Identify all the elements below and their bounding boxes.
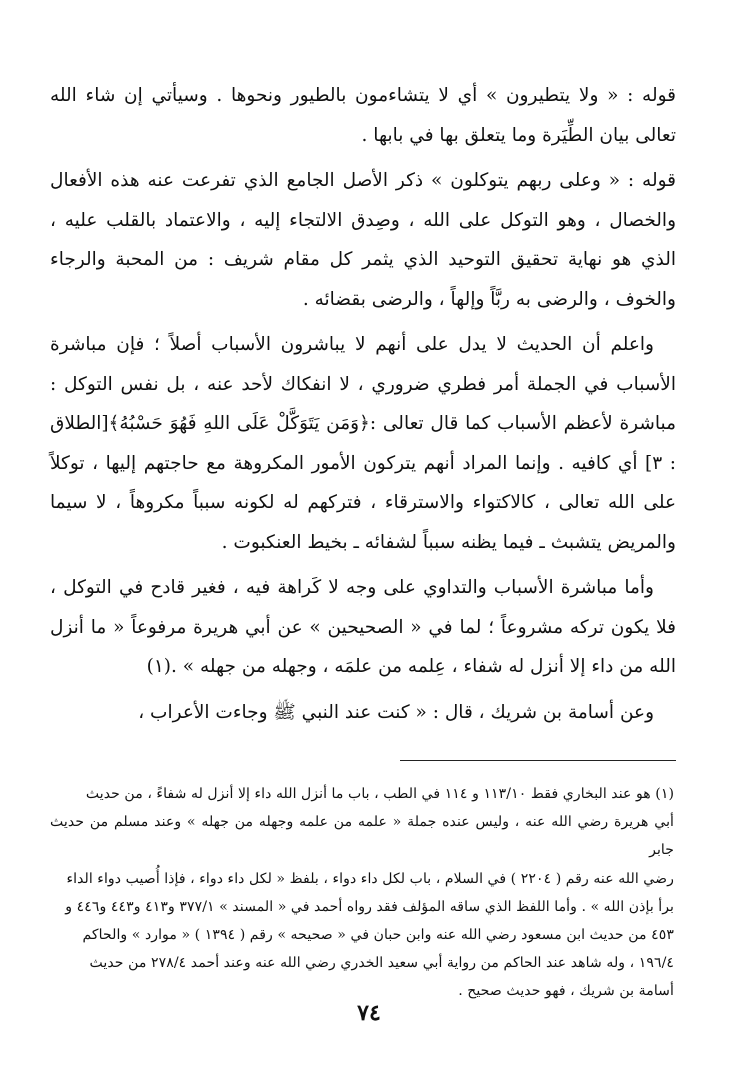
paragraph-asbab: واعلم أن الحديث لا يدل على أنهم لا يباشرون الأسباب أصلاً ؛ فإن مباشرة الأسباب في الجملة أمر فطري ضروري ، لا انفكاك لأحد عنه ، بل نفس التوكل : مباشرة لأعظم الأسباب كما قال تعالى :﴿وَمَن يَتَوَكَّلْ عَلَى اللهِ فَهُوَ حَسْبُهُ﴾[الطلاق : ٣] أي كافيه . وإنما المراد أنهم يتركون الأمور المكروهة مع حاجتهم إليها ، توكلاً على الله تعالى ، كالاكتواء والاسترقاء ، فتركهم له لكونه سبباً مكروهاً ، لا سيما والمريض يتشبث ـ فيما يظنه سبباً لشفائه ـ بخيط العنكبوت . bbox=[50, 334, 676, 553]
footnote-line: رضي الله عنه رقم ( ٢٢٠٤ ) في السلام ، باب لكل داء دواء ، بلفظ « لكل داء دواء ، فإذا أُصيب دواء الداء bbox=[66, 870, 674, 887]
footnote-line: أسامة بن شريك ، فهو حديث صحيح . bbox=[458, 983, 674, 1000]
paragraph-tatayyur: قوله : « ولا يتطيرون » أي لا يتشاءمون بالطيور ونحوها . وسيأتي إن شاء الله تعالى بيان الطِّيَرة وما يتعلق بها في بابها . bbox=[50, 85, 676, 146]
footnote-line: برأ بإذن الله » . وأما اللفظ الذي ساقه المؤلف فقد رواه أحمد في « المسند » ٣٧٧/١ و٤١٣ و٤٤٣ و٤٤٦ و bbox=[65, 898, 674, 915]
footnote-line: (١) هو عند البخاري فقط ١١٣/١٠ و ١١٤ في الطب ، باب ما أنزل الله داء إلا أنزل له شفاءً ، من حديث bbox=[85, 786, 674, 802]
main-text bbox=[50, 76, 676, 738]
page-number: ٧٤ bbox=[357, 1000, 381, 1026]
paragraph-usama: وعن أسامة بن شريك ، قال : « كنت عند النبي ﷺ وجاءت الأعراب ، bbox=[138, 701, 654, 723]
paragraph-tadawi: وأما مباشرة الأسباب والتداوي على وجه لا كَراهة فيه ، فغير قادح في التوكل ، فلا يكون تركه مشروعاً ؛ لما في « الصحيحين » عن أبي هريرة مرفوعاً « ما أنزل الله من داء إلا أنزل له شفاء ، عِلمه من علمَه ، وجهله من جهله » .(١) bbox=[50, 577, 676, 677]
footnote-line: ٤٥٣ من حديث ابن مسعود رضي الله عنه وابن حبان في « صحيحه » رقم ( ١٣٩٤ ) « موارد » والحاكم bbox=[82, 927, 674, 944]
footnote-line: ١٩٦/٤ ، وله شاهد عند الحاكم من رواية أبي سعيد الخدري رضي الله عنه وعند أحمد ٢٧٨/٤ من حديث bbox=[89, 955, 674, 972]
footnote-line: أبي هريرة رضي الله عنه ، وليس عنده جملة « علمه من علمه وجهله من جهله » وعند مسلم من حديث جابر bbox=[50, 814, 674, 859]
footnotes bbox=[50, 780, 674, 1006]
footnote-divider bbox=[400, 760, 676, 761]
paragraph-tawakkul: قوله : « وعلى ربهم يتوكلون » ذكر الأصل الجامع الذي تفرعت عنه هذه الأفعال والخصال ، وهو التوكل على الله ، وصِدق الالتجاء إليه ، والاعتماد بالقلب عليه ، الذي هو نهاية تحقيق التوحيد الذي يثمر كل مقام شريف : من المحبة والرجاء والخوف ، والرضى به ربَّاً وإلهاً ، والرضى بقضائه . bbox=[50, 170, 676, 310]
